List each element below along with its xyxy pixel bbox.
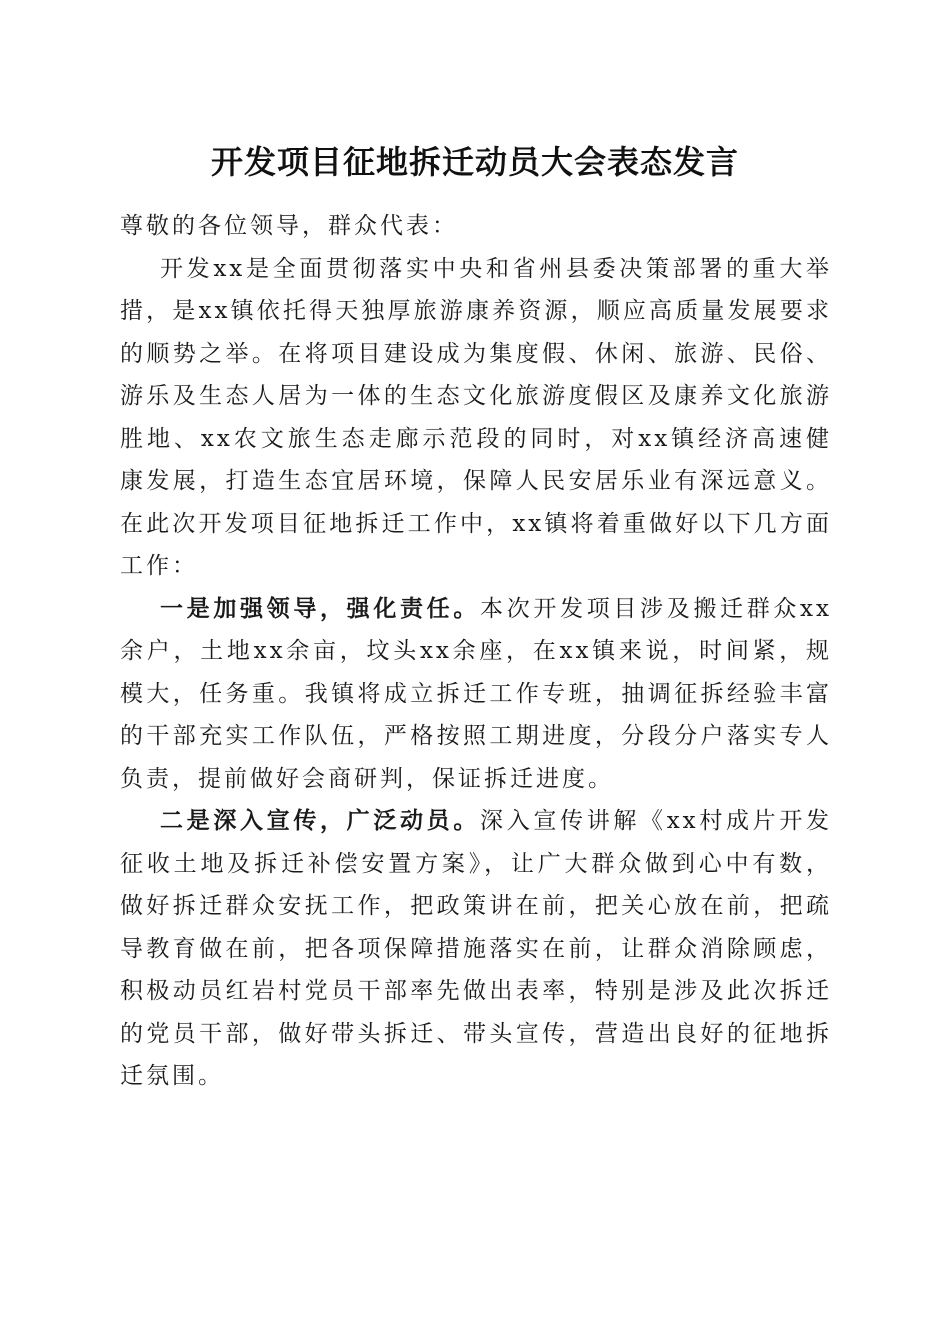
paragraph-lead: 一是加强领导，强化责任。 xyxy=(160,594,481,622)
paragraph-leadership xyxy=(120,588,832,801)
paragraph-intro xyxy=(120,248,832,588)
paragraph-text: 本次开发项目涉及搬迁群众xx余户，土地xx余亩，坟头xx余座，在xx镇来说，时间紧，规模大，任务重。我镇将成立拆迁工作专班，抽调征拆经验丰富的干部充实工作队伍，严格按照工期进度，分段分户落实专人负责，提前做好会商研判，保证拆迁进度。 xyxy=(120,595,832,792)
salutation: 尊敬的各位领导，群众代表： xyxy=(120,213,458,239)
document-title: 开发项目征地拆迁动员大会表态发言 xyxy=(210,143,739,181)
paragraph-lead: 二是深入宣传，广泛动员。 xyxy=(160,807,481,834)
paragraph-text: 开发xx是全面贯彻落实中央和省州县委决策部署的重大举措，是xx镇依托得天独厚旅游康养资源，顺应高质量发展要求的顺势之举。在将项目建设成为集度假、休闲、旅游、民俗、游乐及生态人居为一体的生态文化旅游度假区及康养文化旅游胜地、xx农文旅生态走廊示范段的同时，对xx镇经济高速健康发展，打造生态宜居环境，保障人民安居乐业有深远意义。在此次开发项目征地拆迁工作中，xx镇将着重做好以下几方面工作： xyxy=(120,255,832,579)
paragraph-publicity xyxy=(120,800,832,1098)
paragraph-text: 深入宣传讲解《xx村成片开发征收土地及拆迁补偿安置方案》，让广大群众做到心中有数，做好拆迁群众安抚工作，把政策讲在前，把关心放在前，把疏导教育做在前，把各项保障措施落实在前，让群众消除顾虑，积极动员红岩村党员干部率先做出表率，特别是涉及此次拆迁的党员干部，做好带头拆迁、带头宣传，营造出良好的征地拆迁氛围。 xyxy=(120,808,832,1089)
document-body xyxy=(120,205,832,1098)
